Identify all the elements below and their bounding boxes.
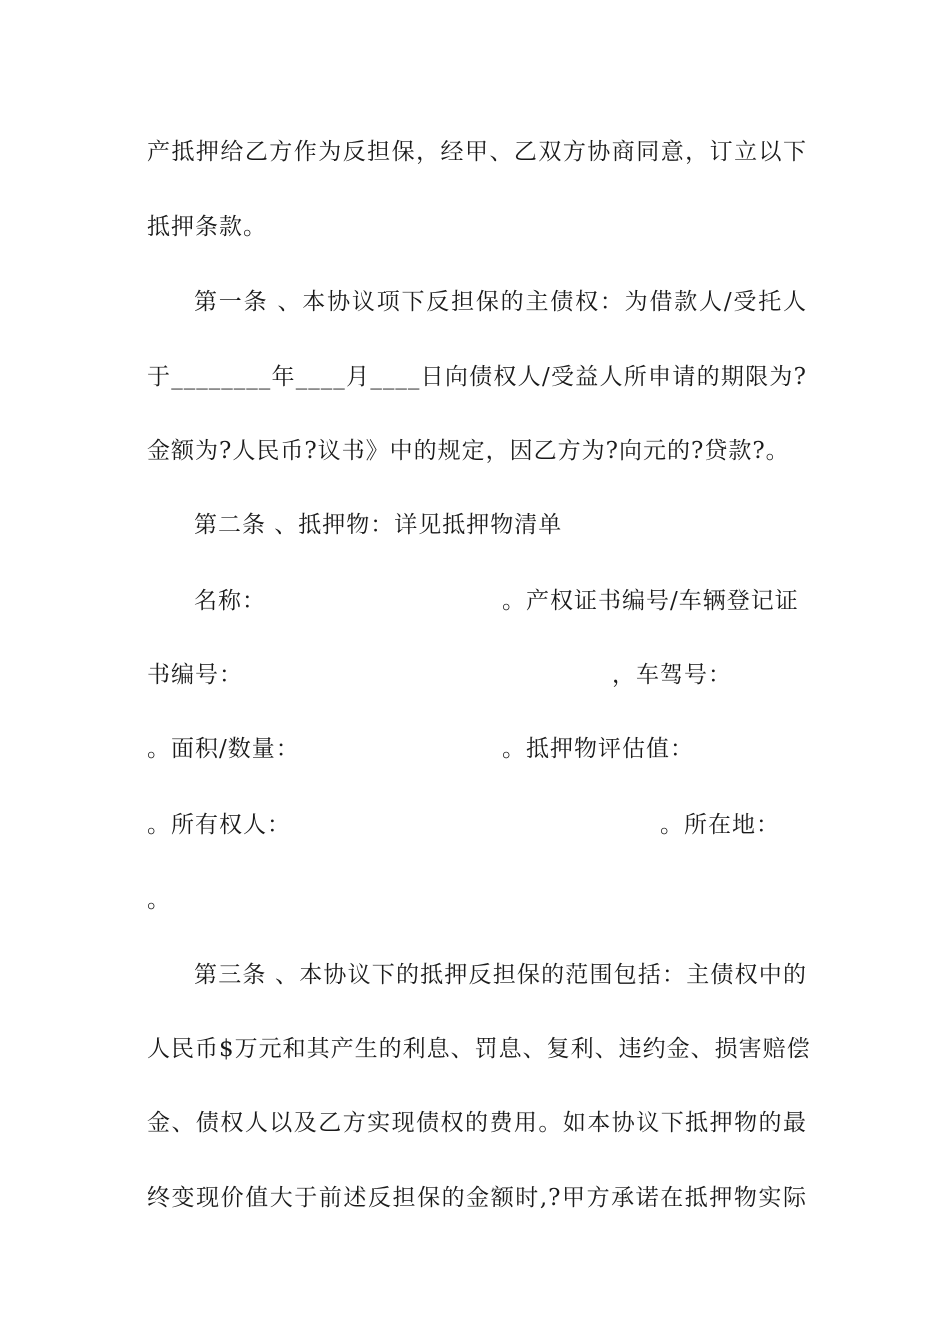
paragraph-line: 金额为?人民币?议书》中的规定，因乙方为?向元的?贷款?。 [147,438,790,464]
paragraph-line: 金、债权人以及乙方实现债权的费用。如本协议下抵押物的最 [147,1110,807,1136]
field-cert-label-cont: 书编号： [147,662,243,688]
field-area-label: 。面积/数量： [147,736,300,762]
article-3-heading-line: 第三条 、本协议下的抵押反担保的范围包括：主债权中的 [194,962,807,988]
field-vin-label: ，车驾号： [612,662,732,688]
field-cert-label: 。产权证书编号/车辆登记证 [502,588,799,614]
paragraph-line: 终变现价值大于前述反担保的金额时,?甲方承诺在抵押物实际 [147,1185,807,1211]
field-value-label: 。抵押物评估值： [502,736,694,762]
field-owner-label: 。所有权人： [147,812,291,838]
paragraph-line: 人民币$万元和其产生的利息、罚息、复利、违约金、损害赔偿 [147,1036,811,1062]
article-1-heading-line: 第一条 、本协议项下反担保的主债权：为借款人/受托人 [194,289,807,315]
paragraph-line: 抵押条款。 [147,214,267,240]
paragraph-line: 产抵押给乙方作为反担保，经甲、乙双方协商同意，订立以下 [147,139,807,165]
field-location-label: 。所在地： [660,812,780,838]
paragraph-line: 于________年____月____日向债权人/受益人所申请的期限为? [147,364,807,390]
article-2-heading-line: 第二条 、抵押物：详见抵押物清单 [194,512,563,538]
field-name-label: 名称： [194,588,266,614]
field-end-mark: 。 [147,887,171,913]
